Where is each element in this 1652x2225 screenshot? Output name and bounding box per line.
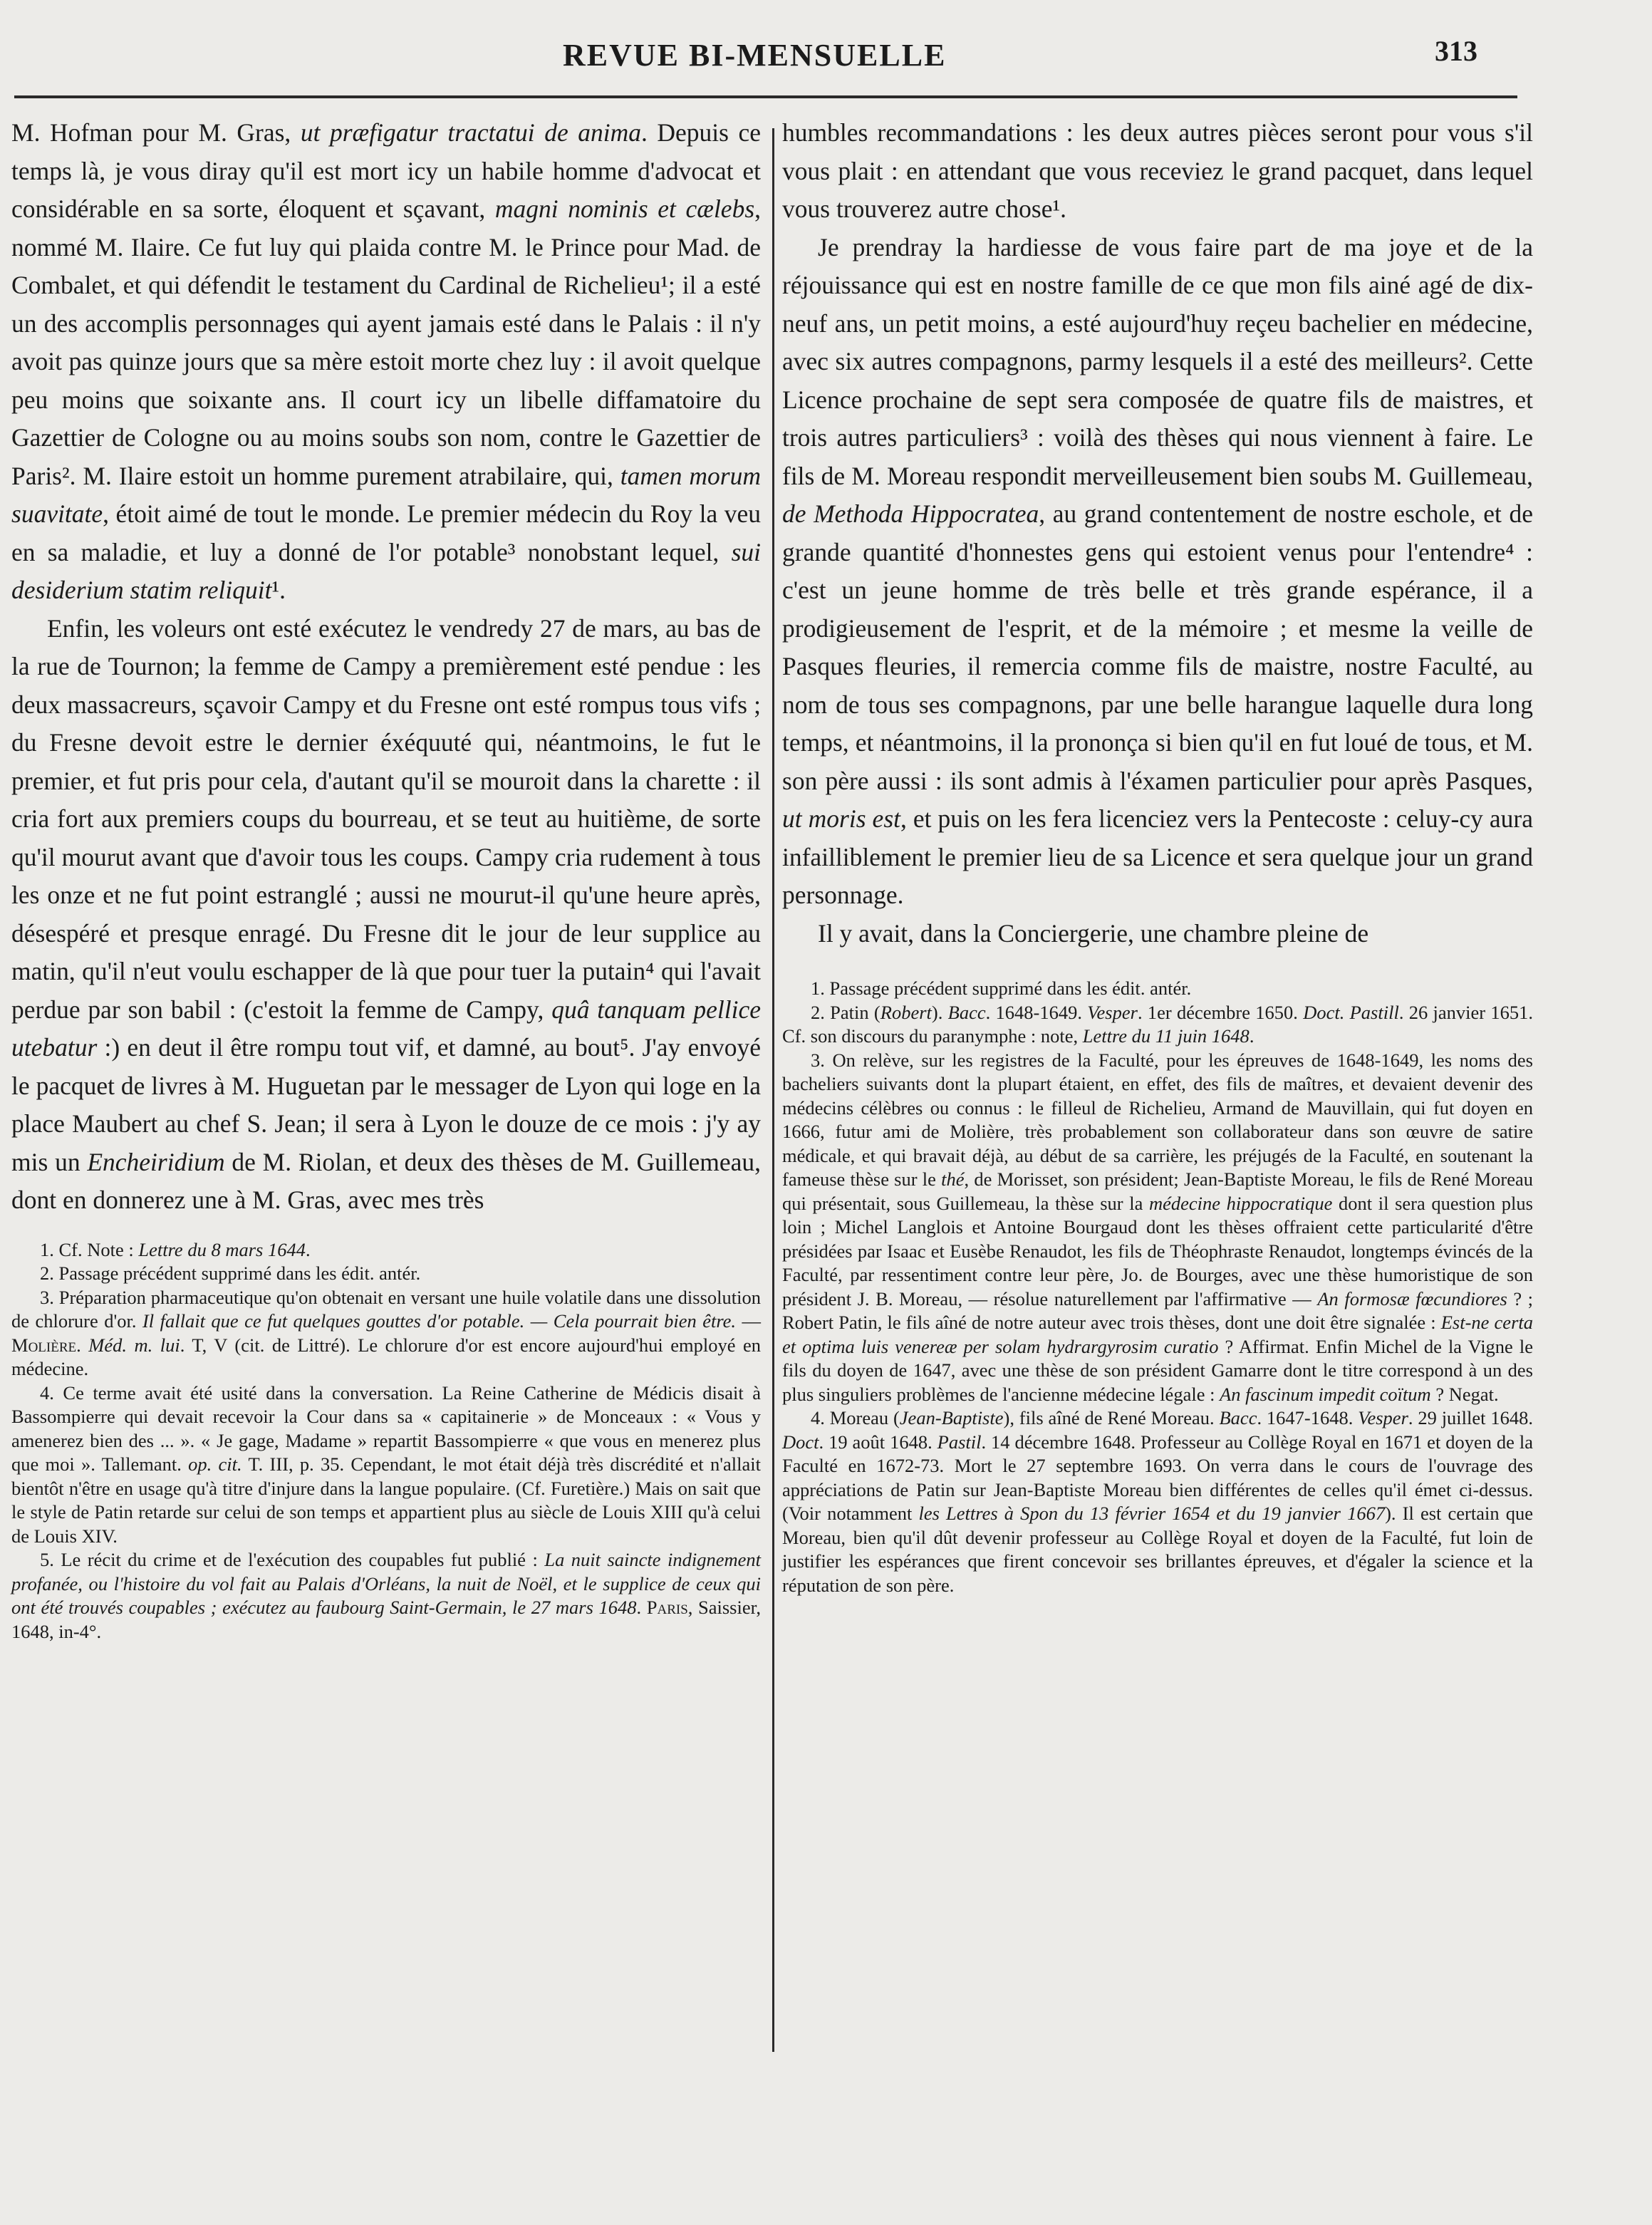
footnote-right-3: 3. On relève, sur les registres de la Faculté, pour les épreuves de 1648-1649, les noms des bacheliers suivants dont la plupart étaient, en effet, des fils de maîtres, et devaient devenir des médecins célèbres ou connus : le filleul de Richelieu, Armand de Mauvillain, qui fut doyen en 1666, futur ami de Molière, très probablement son collaborateur dans son œuvre de satire médicale, et qui bravait déjà, au début de sa carrière, les préjugés de la Faculté, en soutenant la fameuse thèse sur le thé, de Morisset, son président; Jean-Baptiste Moreau, le fils de René Moreau qui présentait, sous Guillemeau, la thèse sur la médecine hippocratique dont il sera question plus loin ; Michel Langlois et Antoine Bourgaud dont les thèses offraient cette particularité d'être présidées par Isaac et Eusèbe Renaudot, les fils de Théophraste Renaudot, longtemps évincés de la Faculté, par ressentiment contre leur père, Jo. de Bourges, avec une thèse humoristique de son président J. B. Moreau, — résolue naturellement par l'affirmative — An formosæ fœcundiores ? ; Robert Patin, le fils aîné de notre auteur avec trois thèses, dont une doit être signalée : Est-ne certa et optima luis venereæ per solam hydrargyrosim curatio ? Affirmat. Enfin Michel de la Vigne le fils du doyen de 1647, avec une thèse de son président Gamarre dont le titre correspond à un des plus singuliers problèmes de l'ancienne médecine légale : An fascinum impedit coïtum ? Negat. — [782, 1049, 1534, 1405]
page-header — [0, 0, 1652, 84]
running-title: REVUE BI-MENSUELLE — [563, 38, 947, 73]
footnote-right-2: 2. Patin (Robert). Bacc. 1648-1649. Vesper. 1er décembre 1650. Doct. Pastill. 26 janvier 1651. Cf. son discours du paranymphe : note, Lettre du 11 juin 1648. — [782, 1001, 1534, 1047]
footnote-right-4: 4. Moreau (Jean-Baptiste), fils aîné de René Moreau. Bacc. 1647-1648. Vesper. 29 juillet 1648. Doct. 19 août 1648. Pastil. 14 décembre 1648. Professeur au Collège Royal en 1671 et doyen de la Faculté en 1672-73. Mort le 27 septembre 1693. On verra dans le cours de l'ouvrage des appréciations de Patin sur Jean-Baptiste Moreau bien différentes de celles qu'il émet ci-dessus. (Voir notamment les Lettres à Spon du 13 février 1654 et du 19 janvier 1667). Il est certain que Moreau, bien qu'il dût devenir professeur au Collège Royal et doyen de la Faculté, fut loin de justifier les espérances que firent concevoir ses brillantes épreuves, et d'égaler la science et la réputation de son père. — [782, 1407, 1534, 1596]
footnote-left-3: 3. Préparation pharmaceutique qu'on obtenait en versant une huile volatile dans une dissolution de chlorure d'or. Il fallait que ce fut quelques gouttes d'or potable. — Cela pourrait bien être. — Molière. Méd. m. lui. T, V (cit. de Littré). Le chlorure d'or est encore aujourd'hui employé en médecine. — [11, 1286, 762, 1379]
right-paragraph-3: Il y avait, dans la Conciergerie, une chambre pleine de — [818, 918, 1369, 948]
left-column — [11, 114, 761, 1644]
left-paragraph-1: M. Hofman pour M. Gras, ut præfigatur tractatui de anima. Depuis ce temps là, je vous diray qu'il est mort icy un habile homme d'advocat et considérable en sa sorte, éloquent et sçavant, magni nominis et cælebs, nommé M. Ilaire. Ce fut luy qui plaida contre M. le Prince pour Mad. de Combalet, et qui défendit le testament du Cardinal de Richelieu¹; il a esté un des accomplis personnages qui ayent jamais esté dans le Palais : il n'y avoit pas quinze jours que sa mère estoit morte chez luy : il avoit quelque peu moins que soixante ans. Il court icy un libelle diffamatoire du Gazettier de Cologne ou au moins soubs son nom, contre le Gazettier de Paris². M. Ilaire estoit un homme purement atrabilaire, qui, tamen morum suavitate, étoit aimé de tout le monde. Le premier médecin du Roy la veu en sa maladie, et luy a donné de l'or potable³ nonobstant lequel, sui desiderium statim reliquit¹. — [11, 118, 762, 604]
footnote-left-1: 1. Cf. Note : Lettre du 8 mars 1644. — [40, 1238, 311, 1260]
page-number: 313 — [1435, 35, 1477, 67]
right-column — [782, 114, 1533, 1597]
left-footnotes — [11, 1238, 761, 1644]
right-paragraph-1: humbles recommandations : les deux autres pièces seront pour vous s'il vous plait : en attendant que vous receviez le grand pacquet, dans lequel vous trouverez autre chose¹. — [782, 118, 1533, 223]
left-paragraph-2: Enfin, les voleurs ont esté exécutez le vendredy 27 de mars, au bas de la rue de Tournon; la femme de Campy a premièrement esté pendue : les deux massacreurs, sçavoir Campy et du Fresne ont esté rompus tous vifs ; du Fresne devoit estre le dernier éxéquuté qui, néantmoins, le fut le premier, et fut pris pour cela, d'autant qu'il se mouroit dans la charette : il cria fort aux premiers coups du bourreau, et se teut au huitième, de sorte qu'il mourut avant que d'avoir tous les coups. Campy cria rudement à tous les onze et ne fut point estranglé ; aussi ne mourut-il qu'une heure après, désespéré et presque enragé. Du Fresne dit le jour de leur supplice au matin, qu'il n'eut voulu eschapper de là que pour tuer la putain⁴ qui l'avait perdue par son babil : (c'estoit la femme de Campy, quâ tanquam pellice utebatur :) en deut il être rompu tout vif, et damné, au bout⁵. J'ay envoyé le pacquet de livres à M. Huguetan par le messager de Lyon qui loge en la place Maubert au chef S. Jean; il sera à Lyon le douze de ce mois : j'y ay mis un Encheiridium de M. Riolan, et deux des thèses de M. Guillemeau, dont en donnerez une à M. Gras, avec mes très — [11, 613, 762, 1214]
right-footnotes — [782, 977, 1533, 1597]
header-rule — [14, 95, 1517, 98]
footnote-right-1: 1. Passage précédent supprimé dans les édit. antér. — [811, 977, 1192, 999]
column-divider — [772, 128, 774, 2052]
footnote-left-4: 4. Ce terme avait été usité dans la conversation. La Reine Catherine de Médicis disait à Bassompierre qui devait recevoir la Cour dans sa « capitainerie » de Monceaux : « Vous y amenerez bien des ... ». « Je gage, Madame » repartit Bassompierre « que vous en menerez plus que moi ». Tallemant. op. cit. T. III, p. 35. Cependant, le mot était déjà très discrédité et n'allait bientôt n'être en usage qu'à titre d'injure dans la langue populaire. (Cf. Furetière.) Mais on sait que le style de Patin retarde sur celui de son temps et appartient plus au siècle de Louis XIII qu'à celui de Louis XIV. — [11, 1381, 761, 1547]
right-body — [782, 114, 1533, 953]
left-body — [11, 114, 761, 1220]
footnote-left-5: 5. Le récit du crime et de l'exécution des coupables fut publié : La nuit saincte indignement profanée, ou l'histoire du vol fait au Palais d'Orléans, la nuit de Noël, et le supplice de ceux qui ont été trouvés coupables ; exécutez au faubourg Saint-Germain, le 27 mars 1648. Paris, Saissier, 1648, in-4°. — [11, 1549, 761, 1642]
right-paragraph-2: Je prendray la hardiesse de vous faire part de ma joye et de la réjouissance qui est en nostre famille de ce que mon fils ainé agé de dix-neuf ans, un petit moins, a esté aujourd'huy reçeu bachelier en médecine, avec six autres compagnons, parmy lesquels il a esté des meilleurs². Cette Licence prochaine de sept sera composée de quatre fils de maistres, et trois autres particuliers³ : voilà des thèses qui nous viennent à faire. Le fils de M. Moreau respondit merveilleusement bien soubs M. Guillemeau, de Methoda Hippocratea, au grand contentement de nostre eschole, et de grande quantité d'honnestes gens qui estoient venus pour l'entendre⁴ : c'est un jeune homme de très belle et très grande espérance, il a prodigieusement de l'esprit, et de la mémoire ; et mesme la veille de Pasques fleuries, il remercia comme fils de maistre, nostre Faculté, au nom de tous ses compagnons, par une belle harangue laquelle dura long temps, et néantmoins, il la prononça si bien qu'il en fut loué de tous, et M. son père aussi : ils sont admis à l'éxamen particulier pour après Pasques, ut moris est, et puis on les fera licenciez vers la Pentecoste : celuy-cy aura infailliblement le premier lieu de sa Licence et sera quelque jour un grand personnage. — [782, 232, 1533, 909]
footnote-left-2: 2. Passage précédent supprimé dans les édit. antér. — [40, 1262, 421, 1284]
